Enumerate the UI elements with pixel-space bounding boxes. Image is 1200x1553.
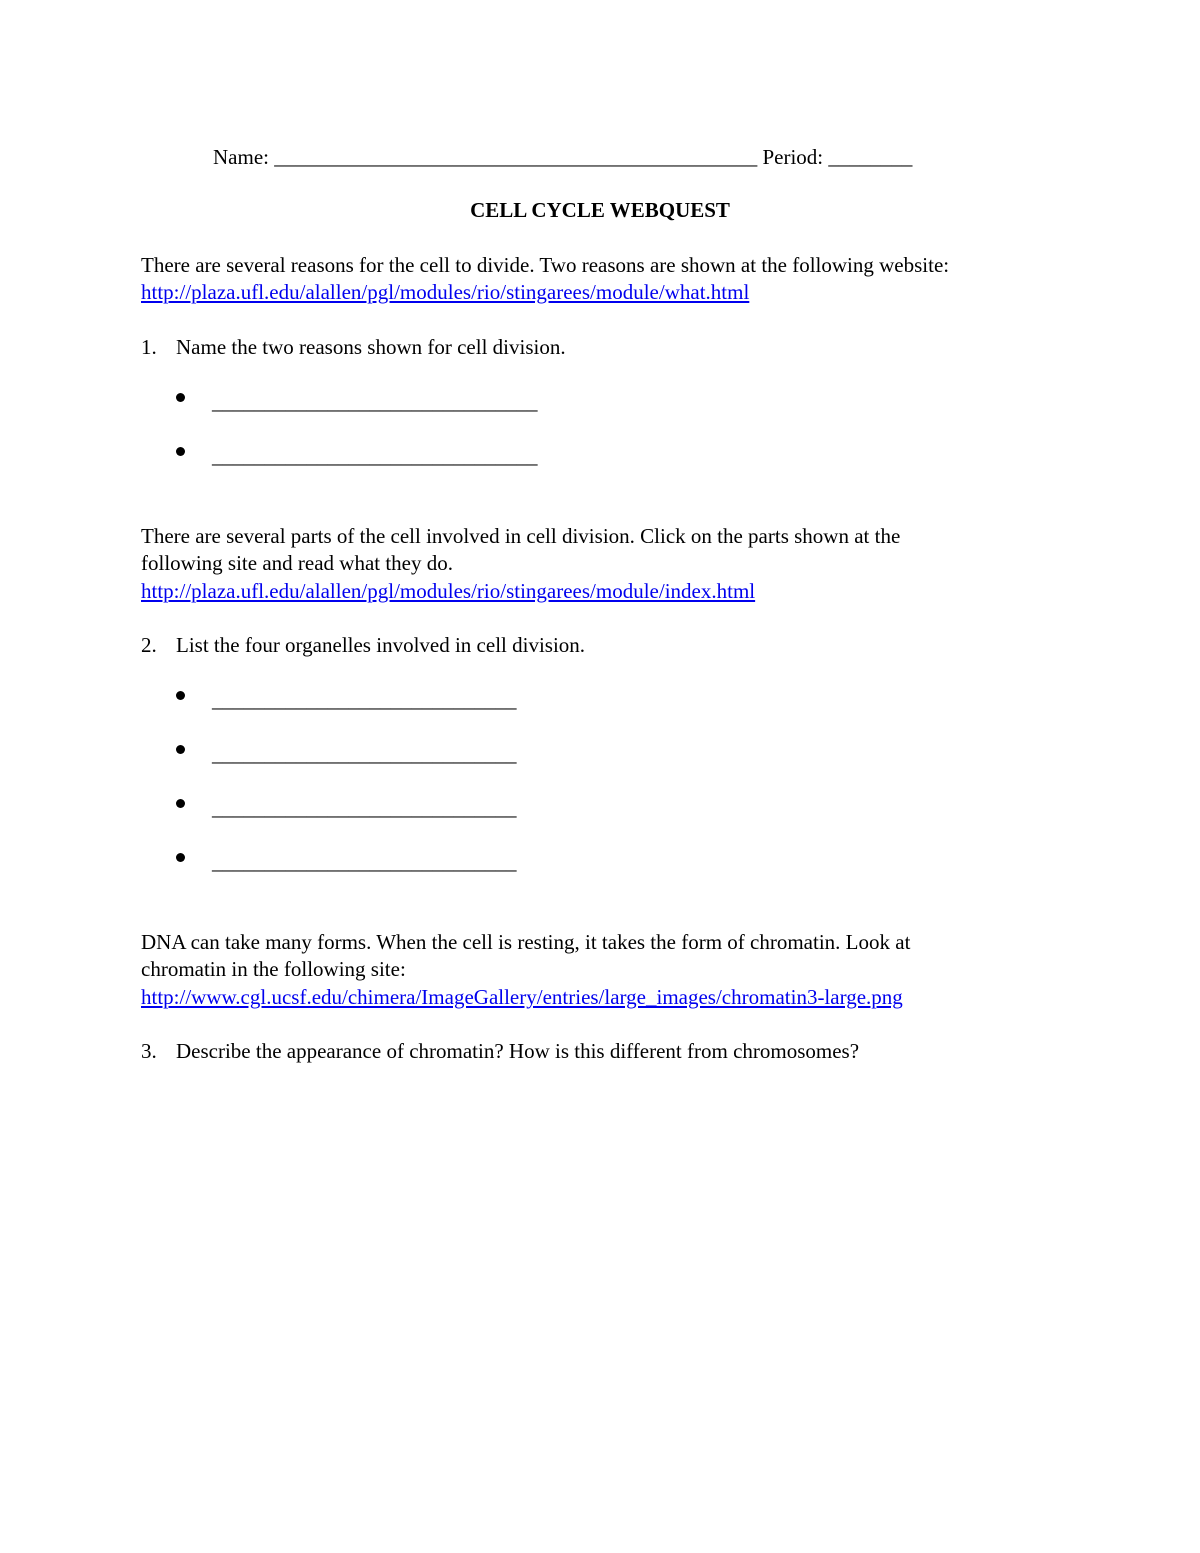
answer-blank[interactable]: _______________________________	[212, 390, 538, 414]
answer-blank[interactable]: _______________________________	[212, 444, 538, 468]
name-label: Name:	[213, 145, 269, 169]
answer-blank[interactable]: _____________________________	[212, 850, 517, 874]
question1-number: 1.	[141, 335, 157, 359]
bullet-icon	[176, 853, 185, 862]
bullet-icon	[176, 799, 185, 808]
section2-intro-line2: following site and read what they do.	[141, 551, 454, 575]
bullet-icon	[176, 393, 185, 402]
answer-blank[interactable]: _____________________________	[212, 742, 517, 766]
question2-number: 2.	[141, 633, 157, 657]
question3-text: Describe the appearance of chromatin? How is this different from chromosomes?	[176, 1039, 860, 1063]
bullet-icon	[176, 691, 185, 700]
bullet-icon	[176, 745, 185, 754]
period-label: Period:	[762, 145, 824, 169]
section3-link[interactable]: http://www.cgl.ucsf.edu/chimera/ImageGallery/entries/large_images/chromatin3-large.png	[141, 985, 903, 1009]
answer-blank[interactable]: _____________________________	[212, 688, 517, 712]
question3-number: 3.	[141, 1039, 157, 1063]
name-blank: ______________________________________________	[274, 145, 758, 169]
section3-intro-line2: chromatin in the following site:	[141, 957, 406, 981]
section2-intro-line1: There are several parts of the cell involved in cell division. Click on the parts shown at the	[141, 524, 901, 548]
section2-link[interactable]: http://plaza.ufl.edu/alallen/pgl/modules/rio/stingarees/module/index.html	[141, 579, 756, 603]
bullet-icon	[176, 447, 185, 456]
name-period-line	[213, 147, 912, 168]
page-title: CELL CYCLE WEBQUEST	[470, 198, 730, 222]
question2-text: List the four organelles involved in cell division.	[176, 633, 586, 657]
question1-text: Name the two reasons shown for cell division.	[176, 335, 566, 359]
period-blank: ________	[828, 145, 913, 169]
section1-intro: There are several reasons for the cell to divide. Two reasons are shown at the following website:	[141, 253, 950, 277]
answer-blank[interactable]: _____________________________	[212, 796, 517, 820]
section1-link[interactable]: http://plaza.ufl.edu/alallen/pgl/modules/rio/stingarees/module/what.html	[141, 280, 750, 304]
section3-intro-line1: DNA can take many forms. When the cell is resting, it takes the form of chromatin. Look at	[141, 930, 911, 954]
